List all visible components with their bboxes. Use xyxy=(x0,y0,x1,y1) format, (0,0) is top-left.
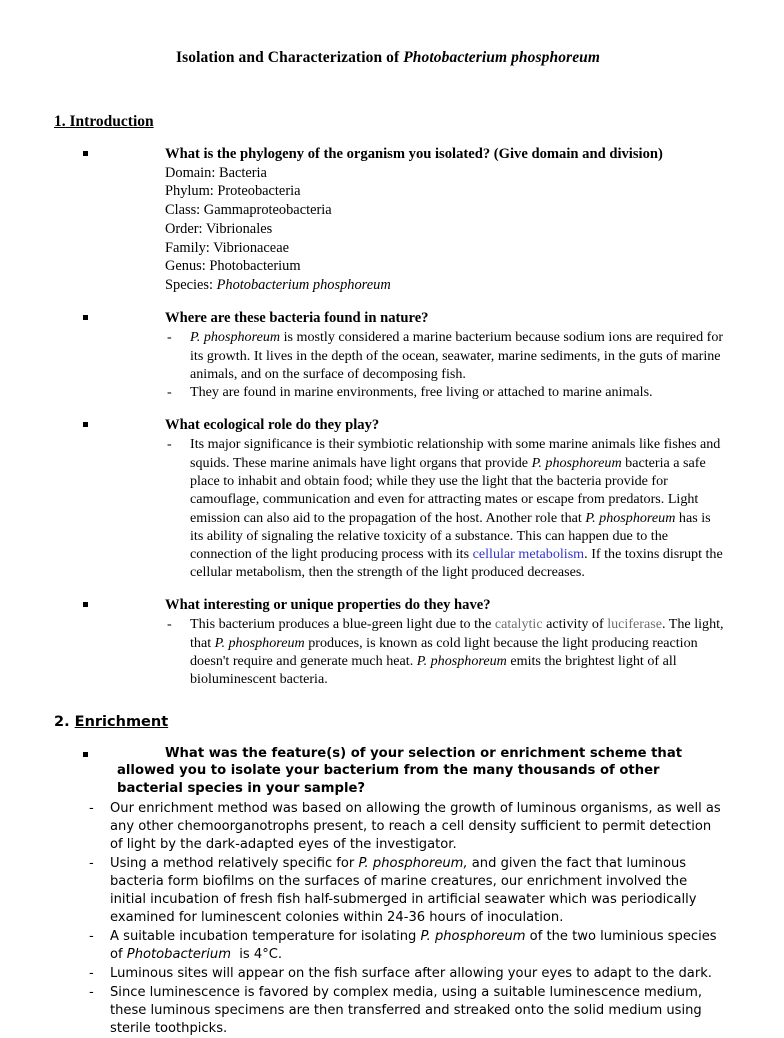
dash-bullet-icon: - xyxy=(89,929,94,945)
square-bullet-icon xyxy=(83,752,88,757)
question-prompt: What is the phylogeny of the organism you isolated? (Give domain and division) xyxy=(165,145,663,162)
question-block-ecological-role xyxy=(50,416,726,582)
answer-item xyxy=(165,383,726,401)
title-species: Photobacterium phosphoreum xyxy=(403,49,601,66)
answer-list xyxy=(87,800,726,1037)
answer-text: Using a method relatively specific for P. phosphoreum, and given the fact that luminous bacteria form biofilms on the surfaces of marine creatures, our enrichment involved the initial incubation of fresh fish half-submerged in artificial seawater which was periodically examined for luminescent colonies within 24-36 hours of inoculation. xyxy=(110,856,697,926)
question-prompt: What was the feature(s) of your selection or enrichment scheme that allowed you to isolate your bacterium from the many thousands of other bacterial species in your sample? xyxy=(117,745,683,796)
taxonomy-row-family xyxy=(165,239,726,258)
answer-text: A suitable incubation temperature for isolating P. phosphoreum of the two luminious species of Photobacterium is 4°C. xyxy=(110,929,717,962)
highlighted-term-luciferase: luciferase xyxy=(607,616,662,633)
dash-bullet-icon: - xyxy=(167,329,172,346)
answer-list xyxy=(165,435,726,582)
answer-text: They are found in marine environments, free living or attached to marine animals. xyxy=(190,384,653,401)
taxonomy-row-phylum xyxy=(165,182,726,201)
dash-bullet-icon: - xyxy=(89,856,94,872)
dash-bullet-icon: - xyxy=(89,801,94,817)
dash-bullet-icon: - xyxy=(89,984,94,1000)
taxonomy-row-order xyxy=(165,220,726,239)
section-enrichment xyxy=(50,713,726,1038)
answer-text: This bacterium produces a blue-green light due to the catalytic activity of luciferase. The light, that P. phosphoreum produces, is known as cold light because the light producing reaction doesn't require and generate much heat. P. phosphoreum emits the brightest light of all bioluminescent bacteria. xyxy=(190,616,724,688)
question-prompt: What interesting or unique properties do they have? xyxy=(165,596,491,613)
taxonomy-rank: Order: xyxy=(165,220,203,237)
question-prompt: Where are these bacteria found in nature? xyxy=(165,309,429,326)
dash-bullet-icon: - xyxy=(89,965,94,981)
answer-item xyxy=(87,928,726,964)
answer-item xyxy=(165,328,726,383)
taxonomy-rank: Class: xyxy=(165,202,201,219)
dash-bullet-icon: - xyxy=(167,616,172,633)
answer-item xyxy=(165,435,726,582)
section-title: Introduction xyxy=(69,112,154,130)
section-introduction xyxy=(50,112,726,689)
answer-item xyxy=(165,615,726,688)
taxonomy-rank: Domain: xyxy=(165,164,216,181)
highlighted-term-catalytic: catalytic xyxy=(494,616,543,633)
dash-bullet-icon: - xyxy=(167,436,172,453)
answer-item xyxy=(87,855,726,927)
question-block-enrichment-scheme xyxy=(50,745,726,798)
taxonomy-row-species xyxy=(165,276,726,295)
dash-bullet-icon: - xyxy=(167,384,172,401)
square-bullet-icon xyxy=(83,151,88,156)
taxonomy-rank: Family: xyxy=(165,239,210,256)
taxonomy-row-domain xyxy=(165,164,726,183)
taxonomy-value: Vibrionales xyxy=(205,220,273,237)
answer-text: P. phosphoreum is mostly considered a marine bacterium because sodium ions are required for its growth. It lives in the depth of the ocean, seawater, marine sediments, in the guts of marine animals, and on the surface of decomposing fish. xyxy=(190,329,724,382)
taxonomy-value: Gammaproteobacteria xyxy=(203,202,332,219)
taxonomy-value: Photobacterium xyxy=(209,258,301,275)
taxonomy-rank: Genus: xyxy=(165,258,206,275)
question-block-habitat xyxy=(50,309,726,402)
taxonomy-value: Bacteria xyxy=(218,164,267,181)
question-block-phylogeny xyxy=(50,145,726,295)
answer-text: Since luminescence is favored by complex media, using a suitable luminescence medium, these luminous specimens are then transferred and streaked onto the solid medium using sterile toothpicks. xyxy=(110,984,703,1036)
answer-list xyxy=(165,615,726,688)
taxonomy-value: Vibrionaceae xyxy=(213,239,289,256)
answer-text: Its major significance is their symbiotic relationship with some marine animals like fishes and squids. These marine animals have light organs that provide P. phosphoreum bacteria a safe place to inhabit and obtain food; while they use the light that the bacteria provide for camouflage, communication and even for attracting mates or escape from predators. Light emission can also aid to the propagation of the host. Another role that P. phosphoreum has is its ability of signaling the relative toxicity of a substance. This can happen due to the connection of the light producing process with its cellular metabolism. If the toxins disrupt the cellular metabolism, then the strength of the light produced decreases. xyxy=(190,436,723,581)
square-bullet-icon xyxy=(83,315,88,320)
square-bullet-icon xyxy=(83,422,88,427)
section-heading-introduction xyxy=(50,112,726,131)
answer-text: Our enrichment method was based on allowing the growth of luminous organisms, as well as any other chemoorganotrophs present, to reach a cell density sufficient to permit detection of light by the dark-adapted eyes of the investigator. xyxy=(110,801,721,853)
section-heading-enrichment xyxy=(50,713,726,731)
square-bullet-icon xyxy=(83,602,88,607)
section-number: 1. xyxy=(54,112,66,130)
answer-text: Luminous sites will appear on the fish surface after allowing your eyes to adapt to the dark. xyxy=(110,965,712,981)
taxonomy-rank: Species: xyxy=(165,276,213,293)
taxonomy-value: Photobacterium phosphoreum xyxy=(216,276,391,293)
taxonomy-value: Proteobacteria xyxy=(217,183,301,200)
answer-item xyxy=(87,984,726,1038)
page-title xyxy=(50,49,726,68)
taxonomy-list xyxy=(165,164,726,295)
taxonomy-rank: Phylum: xyxy=(165,183,214,200)
taxonomy-row-genus xyxy=(165,257,726,276)
taxonomy-row-class xyxy=(165,201,726,220)
answer-item xyxy=(87,800,726,854)
answer-list xyxy=(165,328,726,401)
highlighted-term-cellular-metabolism: cellular metabolism xyxy=(472,546,585,563)
question-block-unique-properties xyxy=(50,596,726,689)
answer-item xyxy=(87,965,726,983)
question-prompt: What ecological role do they play? xyxy=(165,416,380,433)
section-number: 2. xyxy=(54,713,70,730)
section-title: Enrichment xyxy=(74,713,169,730)
title-prefix: Isolation and Characterization of xyxy=(175,49,404,66)
